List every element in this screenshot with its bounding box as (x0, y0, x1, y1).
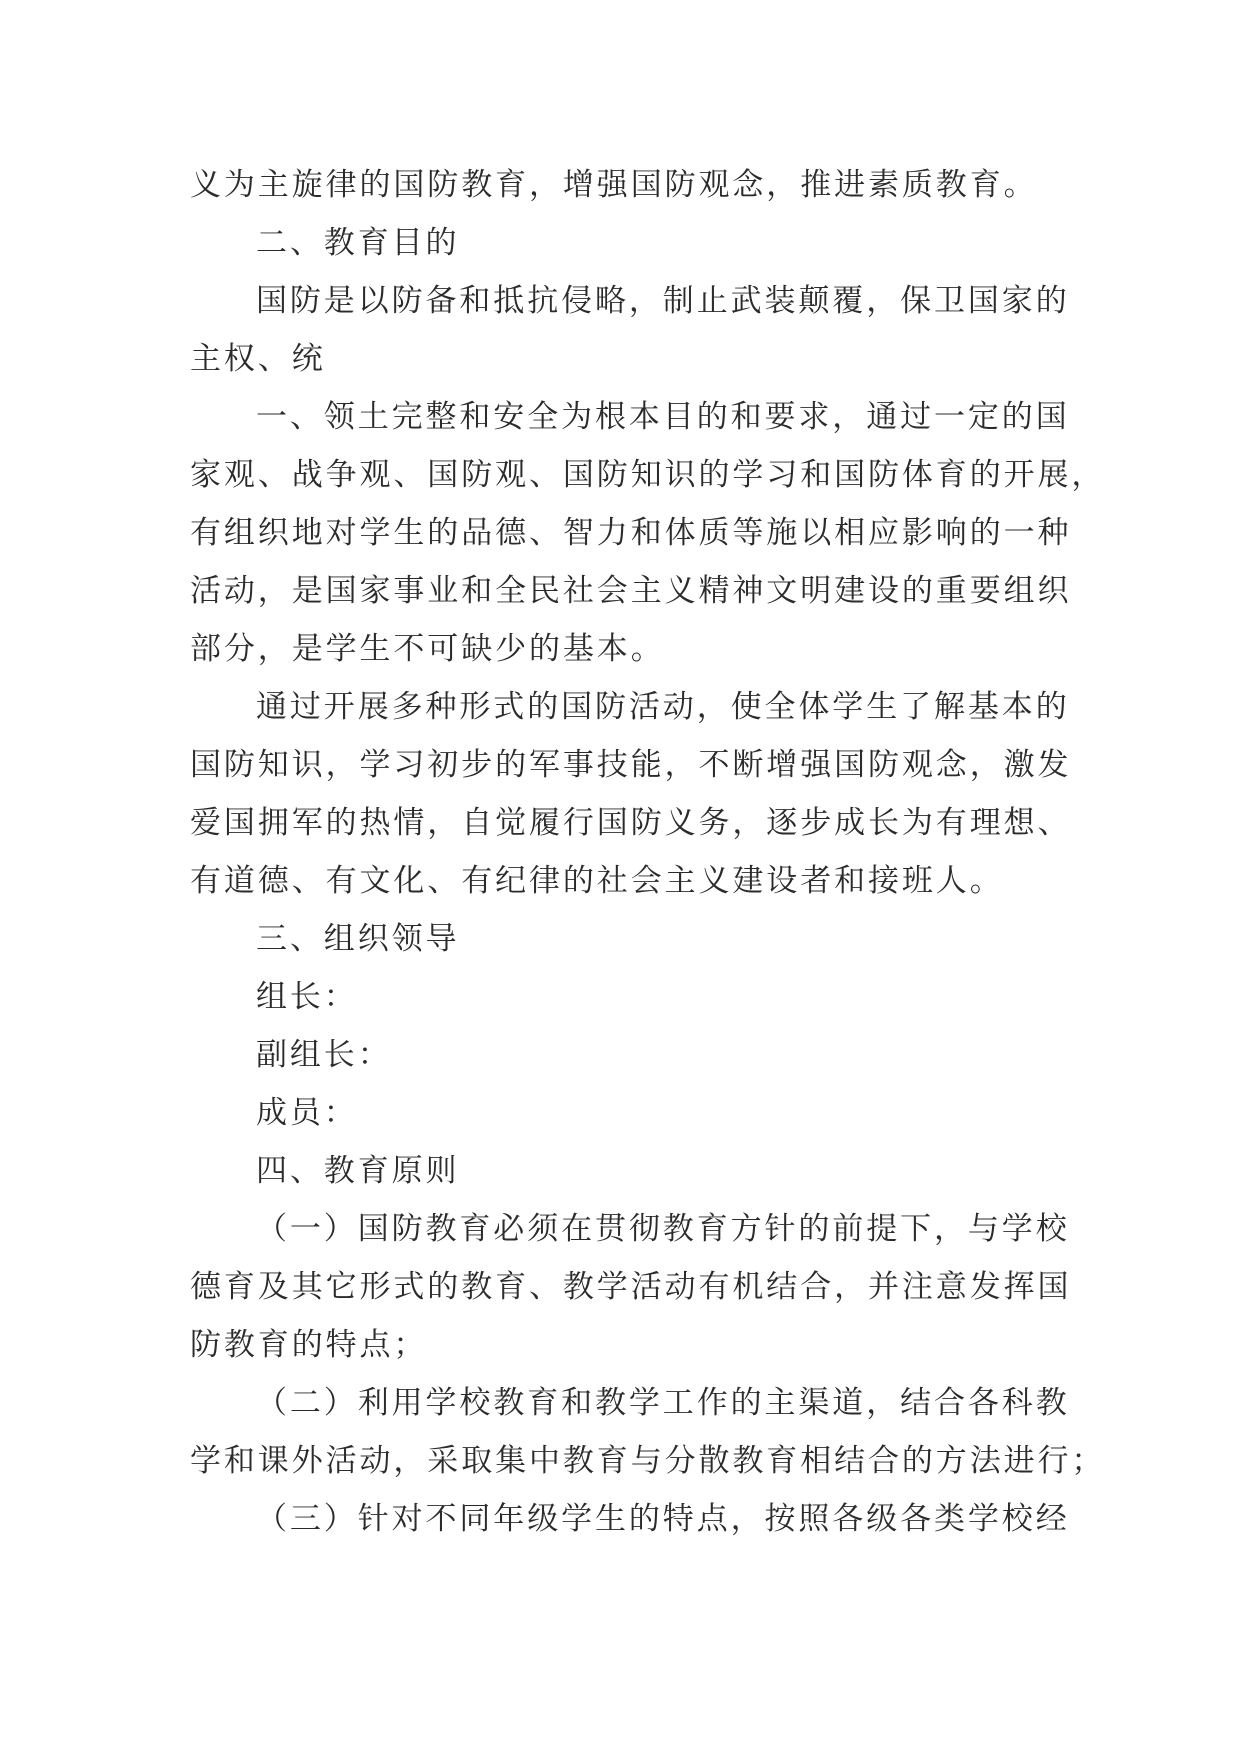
body-text-line: 国防知识，学习初步的军事技能，不断增强国防观念，激发 (190, 747, 1072, 783)
body-text-line: 有道德、有文化、有纪律的社会主义建设者和接班人。 (190, 863, 1004, 899)
body-text-line: 一、领土完整和安全为根本目的和要求，通过一定的国 (256, 399, 1070, 435)
body-text-line: 家观、战争观、国防观、国防知识的学习和国防体育的开展， (190, 457, 1106, 493)
section-heading-leadership: 三、组织领导 (256, 921, 460, 957)
body-text-line: （三）针对不同年级学生的特点，按照各级各类学校经 (256, 1501, 1070, 1537)
body-text-line: （二）利用学校教育和教学工作的主渠道，结合各科教 (256, 1385, 1070, 1421)
deputy-leader-label: 副组长： (256, 1037, 392, 1073)
body-text-line: （一）国防教育必须在贯彻教育方针的前提下，与学校 (256, 1211, 1070, 1247)
body-text-line: 部分，是学生不可缺少的基本。 (190, 631, 665, 667)
leader-label: 组长： (256, 979, 358, 1015)
body-text-line: 义为主旋律的国防教育，增强国防观念，推进素质教育。 (190, 167, 1038, 203)
body-text-line: 国防是以防备和抵抗侵略，制止武装颠覆，保卫国家的 (256, 283, 1070, 319)
body-text-line: 爱国拥军的热情，自觉履行国防义务，逐步成长为有理想、 (190, 805, 1072, 841)
body-text-line: 主权、统 (190, 341, 326, 377)
section-heading-principles: 四、教育原则 (256, 1153, 460, 1189)
body-text-line: 防教育的特点； (190, 1327, 428, 1363)
section-heading-goals: 二、教育目的 (256, 225, 460, 261)
members-label: 成员： (256, 1095, 358, 1131)
body-text-line: 德育及其它形式的教育、教学活动有机结合，并注意发挥国 (190, 1269, 1072, 1305)
body-text-line: 有组织地对学生的品德、智力和体质等施以相应影响的一种 (190, 515, 1072, 551)
body-text-line: 活动，是国家事业和全民社会主义精神文明建设的重要组织 (190, 573, 1072, 609)
body-text-line: 学和课外活动，采取集中教育与分散教育相结合的方法进行； (190, 1443, 1106, 1479)
body-text-line: 通过开展多种形式的国防活动，使全体学生了解基本的 (256, 689, 1070, 725)
